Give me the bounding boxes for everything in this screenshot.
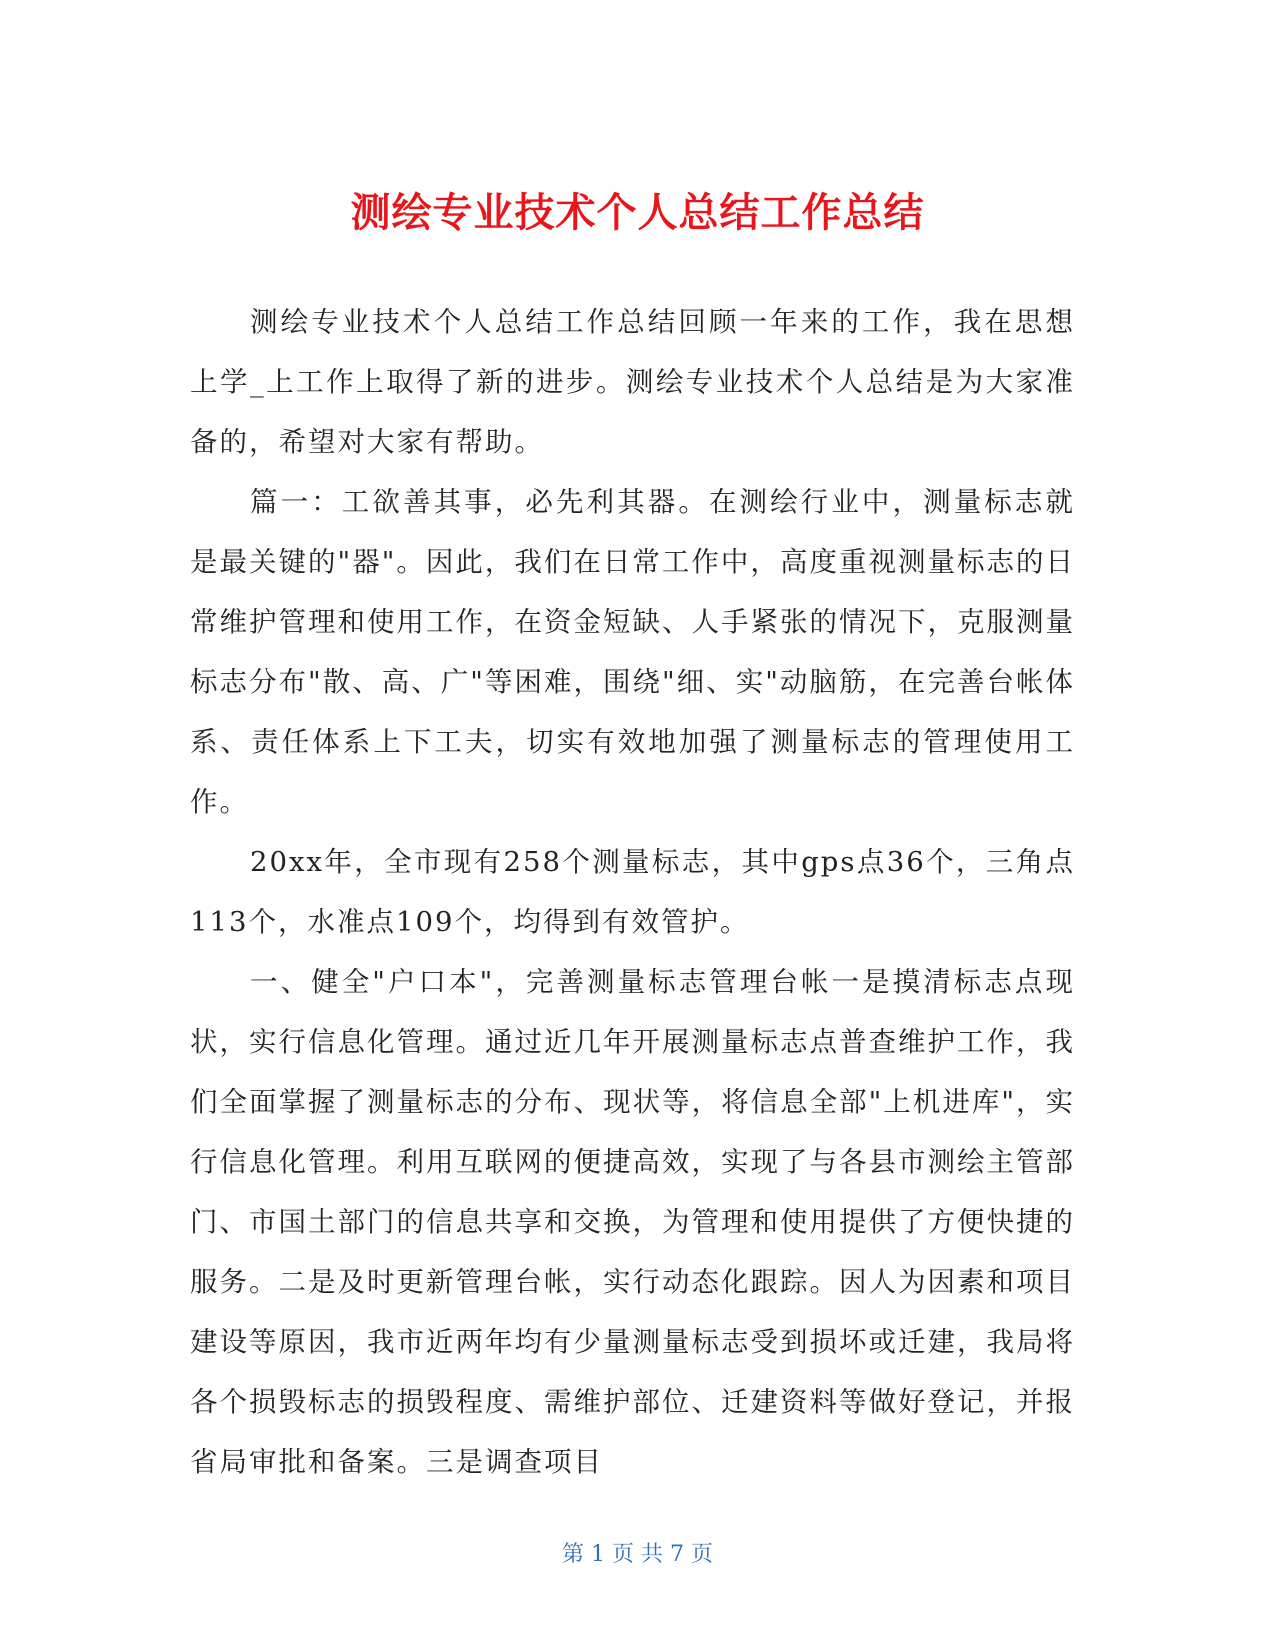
paragraph-intro: 测绘专业技术个人总结工作总结回顾一年来的工作，我在思想上学_上工作上取得了新的进步。测绘专业技术个人总结是为大家准备的，希望对大家有帮助。	[190, 306, 1075, 458]
document-body	[190, 292, 1075, 1492]
paragraph-section-one: 一、健全"户口本"，完善测量标志管理台帐一是摸清标志点现状，实行信息化管理。通过近几年开展测量标志点普查维护工作，我们全面掌握了测量标志的分布、现状等，将信息全部"上机进库"，实行信息化管理。利用互联网的便捷高效，实现了与各县市测绘主管部门、市国土部门的信息共享和交换，为管理和使用提供了方便快捷的服务。二是及时更新管理台帐，实行动态化跟踪。因人为因素和项目建设等原因，我市近两年均有少量测量标志受到损坏或迁建，我局将各个损毁标志的损毁程度、需维护部位、迁建资料等做好登记，并报省局审批和备案。三是调查项目	[190, 966, 1075, 1478]
page-number-footer: 第 1 页 共 7 页	[562, 1542, 713, 1567]
paragraph-statistics: 20xx年，全市现有258个测量标志，其中gps点36个，三角点113个，水准点109个，均得到有效管护。	[190, 846, 1075, 938]
document-title: 测绘专业技术个人总结工作总结	[350, 189, 925, 236]
paragraph-part-one: 篇一：工欲善其事，必先利其器。在测绘行业中，测量标志就是最关键的"器"。因此，我们在日常工作中，高度重视测量标志的日常维护管理和使用工作，在资金短缺、人手紧张的情况下，克服测量标志分布"散、高、广"等困难，围绕"细、实"动脑筋，在完善台帐体系、责任体系上下工夫，切实有效地加强了测量标志的管理使用工作。	[190, 486, 1075, 818]
